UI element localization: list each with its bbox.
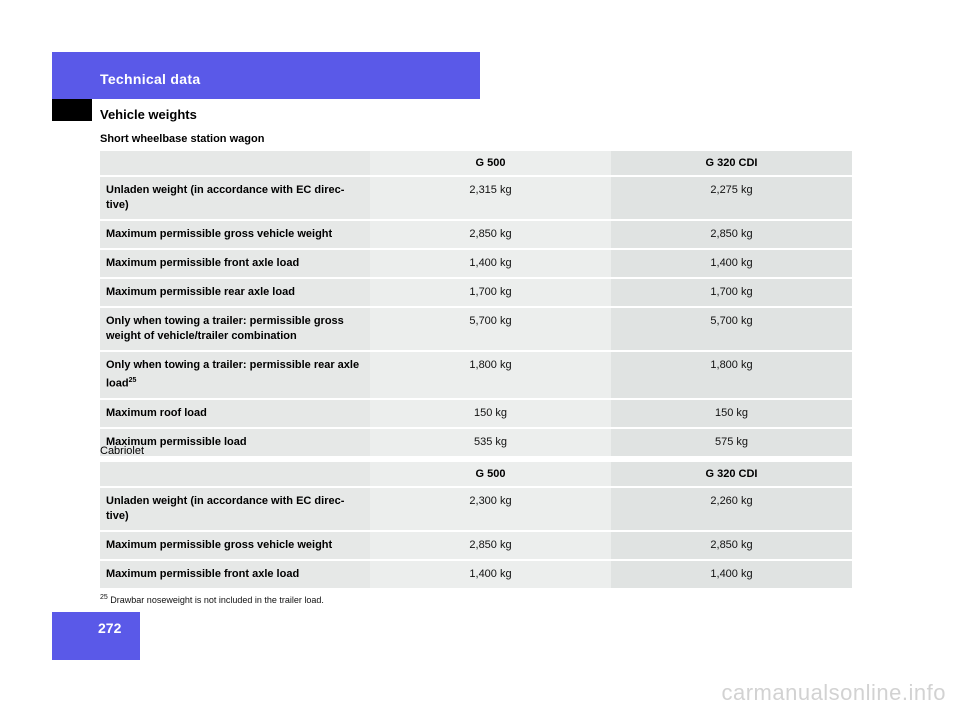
- table-row: [100, 307, 852, 351]
- row-label: Only when towing a trailer: permissible rear axle load: [106, 359, 360, 390]
- row-value: 2,850 kg: [611, 220, 852, 249]
- row-value: 5,700 kg: [611, 307, 852, 351]
- row-value: 1,700 kg: [611, 278, 852, 307]
- table-row: [100, 176, 852, 220]
- column-header: G 500: [370, 151, 611, 176]
- row-value: 150 kg: [611, 399, 852, 428]
- row-value: 2,850 kg: [370, 220, 611, 249]
- row-value: 535 kg: [370, 428, 611, 456]
- table-header-row: [100, 151, 852, 176]
- table-row: [100, 428, 852, 456]
- row-label: Maximum permissible gross vehicle weight: [100, 531, 370, 560]
- table-row: [100, 351, 852, 399]
- row-value: 2,275 kg: [611, 176, 852, 220]
- row-value: 1,800 kg: [370, 351, 611, 399]
- row-label: Only when towing a trailer: permissible gross weight of vehicle/trailer combination: [100, 307, 370, 351]
- row-label: Maximum roof load: [100, 399, 370, 428]
- footnote-number: 25: [100, 594, 108, 601]
- footnote-text: Drawbar noseweight is not included in the trailer load.: [107, 595, 324, 605]
- page-number-box: [52, 612, 140, 660]
- row-value: 1,400 kg: [370, 560, 611, 588]
- row-value: 575 kg: [611, 428, 852, 456]
- table-row: [100, 560, 852, 588]
- row-label: Maximum permissible rear axle load: [100, 278, 370, 307]
- row-value: 1,400 kg: [370, 249, 611, 278]
- row-value: 5,700 kg: [370, 307, 611, 351]
- row-label: Maximum permissible front axle load: [100, 560, 370, 588]
- section-title: Vehicle weights: [100, 107, 197, 122]
- row-value: 1,700 kg: [370, 278, 611, 307]
- row-label: Maximum permissible load: [100, 428, 370, 456]
- section-marker: [52, 99, 92, 121]
- row-label: Unladen weight (in accordance with EC direc- tive): [100, 487, 370, 531]
- column-header: G 500: [370, 462, 611, 487]
- table-row: [100, 399, 852, 428]
- row-value: 150 kg: [370, 399, 611, 428]
- row-value: 2,260 kg: [611, 487, 852, 531]
- weights-table-swb: [100, 151, 852, 456]
- table-row: [100, 278, 852, 307]
- column-header: G 320 CDI: [611, 462, 852, 487]
- row-label: Maximum permissible gross vehicle weight: [100, 220, 370, 249]
- table-row: [100, 487, 852, 531]
- page-number: 272: [98, 620, 122, 636]
- weights-table-cabriolet: [100, 462, 852, 588]
- row-value: 1,400 kg: [611, 249, 852, 278]
- row-value: 2,850 kg: [611, 531, 852, 560]
- chapter-title: Technical data: [100, 71, 201, 87]
- table-header-row: [100, 462, 852, 487]
- row-value: 1,800 kg: [611, 351, 852, 399]
- watermark: carmanualsonline.info: [721, 680, 946, 705]
- row-label: Maximum permissible front axle load: [100, 249, 370, 278]
- row-value: 2,850 kg: [370, 531, 611, 560]
- column-header: G 320 CDI: [611, 151, 852, 176]
- column-header: [100, 151, 370, 176]
- table-row: [100, 220, 852, 249]
- table-row: [100, 249, 852, 278]
- row-value: 2,315 kg: [370, 176, 611, 220]
- row-label-with-footnote: [100, 351, 370, 399]
- table-title-swb: Short wheelbase station wagon: [100, 133, 265, 145]
- footnote: [100, 594, 324, 605]
- footnote-ref: 25: [128, 377, 137, 384]
- row-label: Unladen weight (in accordance with EC direc- tive): [100, 176, 370, 220]
- row-value: 1,400 kg: [611, 560, 852, 588]
- column-header: [100, 462, 370, 487]
- row-value: 2,300 kg: [370, 487, 611, 531]
- table-title-cabriolet: Cabriolet: [100, 445, 145, 457]
- table-row: [100, 531, 852, 560]
